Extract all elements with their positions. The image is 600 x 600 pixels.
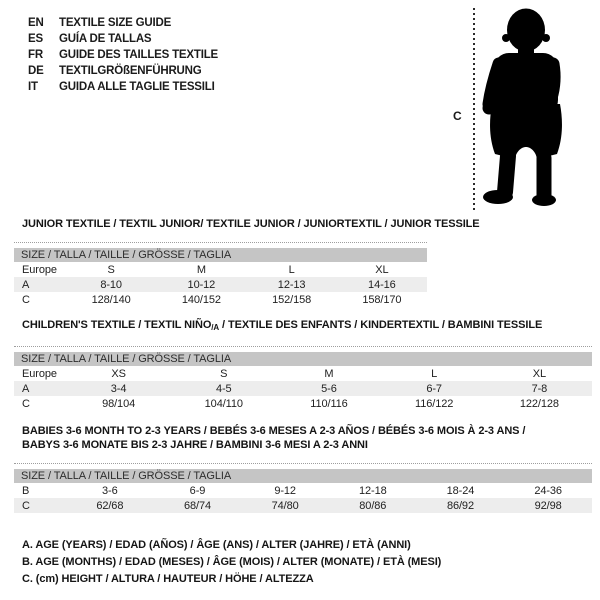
- size-table-babies: [14, 463, 592, 513]
- language-label: TEXTILE SIZE GUIDE: [59, 17, 172, 29]
- size-header-bar: SIZE / TALLA / TAILLE / GRÖSSE / TAGLIA: [14, 352, 592, 366]
- row-label: B: [22, 484, 30, 497]
- language-row: [28, 79, 218, 95]
- row-label: Europe: [22, 263, 57, 276]
- language-label: GUÍA DE TALLAS: [59, 33, 152, 45]
- table-row: [14, 498, 592, 513]
- section-title: [14, 424, 592, 452]
- cell: 6-9: [189, 484, 206, 497]
- title-line: BABYS 3-6 MONATE BIS 2-3 JAHRE / BAMBINI 3-6 MESI A 2-3 ANNI: [22, 439, 368, 451]
- language-row: [28, 63, 218, 79]
- language-label: GUIDA ALLE TAGLIE TESSILI: [59, 81, 215, 93]
- cell: L: [431, 367, 438, 380]
- row-label: C: [14, 498, 66, 513]
- cell: 74/80: [241, 498, 329, 513]
- title-subscript: /A: [211, 323, 220, 332]
- cell: 7-8: [487, 381, 592, 396]
- language-code: ES: [28, 33, 43, 45]
- language-row: [28, 31, 218, 47]
- cell: 14-16: [337, 277, 427, 292]
- legend-line-age-months: B. AGE (MONTHS) / EDAD (MESES) / ÂGE (MOIS) / ALTER (MONATE) / ETÀ (MESI): [22, 556, 442, 568]
- cell: 24-36: [534, 484, 562, 497]
- title-part: / TEXTILE DES ENFANTS / KINDERTEXTIL / BAMBINI TESSILE: [219, 319, 543, 331]
- language-label: TEXTILGRÖßENFÜHRUNG: [59, 65, 202, 77]
- cell: 116/122: [415, 397, 454, 410]
- table-row: [14, 483, 592, 498]
- cell: 10-12: [156, 277, 246, 292]
- legend-line-age-years: A. AGE (YEARS) / EDAD (AÑOS) / ÂGE (ANS) / ALTER (JAHRE) / ETÀ (ANNI): [22, 539, 411, 551]
- cell: 104/110: [204, 397, 243, 410]
- cell: 6-7: [382, 381, 487, 396]
- cell: 68/74: [154, 498, 242, 513]
- language-code: DE: [28, 65, 44, 77]
- table-row: [14, 292, 427, 307]
- table-row: [14, 277, 427, 292]
- title-part: CHILDREN'S TEXTILE / TEXTIL NIÑO: [22, 319, 212, 331]
- title-line: BABIES 3-6 MONTH TO 2-3 YEARS / BEBÉS 3-6 MESES A 2-3 AÑOS / BÉBÉS 3-6 MOIS À 2-3 ANS /: [22, 425, 526, 437]
- cell: 8-10: [66, 277, 156, 292]
- cell: 3-4: [66, 381, 171, 396]
- cell: 80/86: [329, 498, 417, 513]
- cell: XL: [375, 263, 389, 276]
- language-row: [28, 47, 218, 63]
- cell: 158/170: [362, 293, 402, 306]
- cell: 3-6: [102, 484, 118, 497]
- size-header-bar: SIZE / TALLA / TAILLE / GRÖSSE / TAGLIA: [14, 469, 592, 483]
- table-row: [14, 366, 592, 381]
- legend: [22, 537, 441, 588]
- row-label: Europe: [22, 367, 57, 380]
- cell: M: [196, 263, 206, 276]
- cell: L: [288, 263, 295, 276]
- baby-silhouette: [480, 6, 572, 208]
- table-row: [14, 262, 427, 277]
- size-table-children: [14, 346, 592, 411]
- section-title: JUNIOR TEXTILE / TEXTIL JUNIOR/ TEXTILE JUNIOR / JUNIORTEXTIL / JUNIOR TESSILE: [22, 218, 480, 230]
- language-code: IT: [28, 81, 38, 93]
- row-label: C: [22, 293, 30, 306]
- language-code: EN: [28, 17, 44, 29]
- row-label: A: [14, 277, 66, 292]
- height-measure-line: [473, 8, 475, 210]
- cell: 9-12: [274, 484, 296, 497]
- size-header-bar: SIZE / TALLA / TAILLE / GRÖSSE / TAGLIA: [14, 248, 427, 262]
- row-label: C: [22, 397, 30, 410]
- cell: 152/158: [272, 293, 312, 306]
- cell: S: [220, 367, 228, 380]
- section-childrens-textile: [14, 318, 592, 411]
- cell: 140/152: [181, 293, 221, 306]
- height-measure-label: C: [453, 109, 462, 123]
- cell: 86/92: [417, 498, 505, 513]
- table-row: [14, 381, 592, 396]
- cell: S: [107, 263, 115, 276]
- cell: XS: [111, 367, 126, 380]
- cell: XL: [532, 367, 546, 380]
- cell: M: [324, 367, 334, 380]
- cell: 4-5: [171, 381, 276, 396]
- cell: 92/98: [504, 498, 592, 513]
- language-label: GUIDE DES TAILLES TEXTILE: [59, 49, 218, 61]
- cell: 62/68: [66, 498, 154, 513]
- cell: 98/104: [102, 397, 136, 410]
- cell: 12-18: [358, 484, 387, 497]
- cell: 5-6: [276, 381, 381, 396]
- language-list: [28, 15, 218, 95]
- baby-figure: [450, 5, 598, 215]
- section-title: [14, 318, 592, 335]
- legend-line-height: C. (cm) HEIGHT / ALTURA / HAUTEUR / HÖHE / ALTEZZA: [22, 573, 314, 585]
- table-row: [14, 396, 592, 411]
- cell: 122/128: [519, 397, 559, 410]
- size-table-junior: [14, 242, 427, 307]
- row-label: A: [14, 381, 66, 396]
- cell: 12-13: [247, 277, 337, 292]
- language-row: [28, 15, 218, 31]
- cell: 18-24: [446, 484, 475, 497]
- cell: 110/116: [310, 397, 348, 410]
- section-junior-textile: [14, 217, 592, 307]
- cell: 128/140: [91, 293, 131, 306]
- section-babies-textile: [14, 424, 592, 513]
- language-code: FR: [28, 49, 43, 61]
